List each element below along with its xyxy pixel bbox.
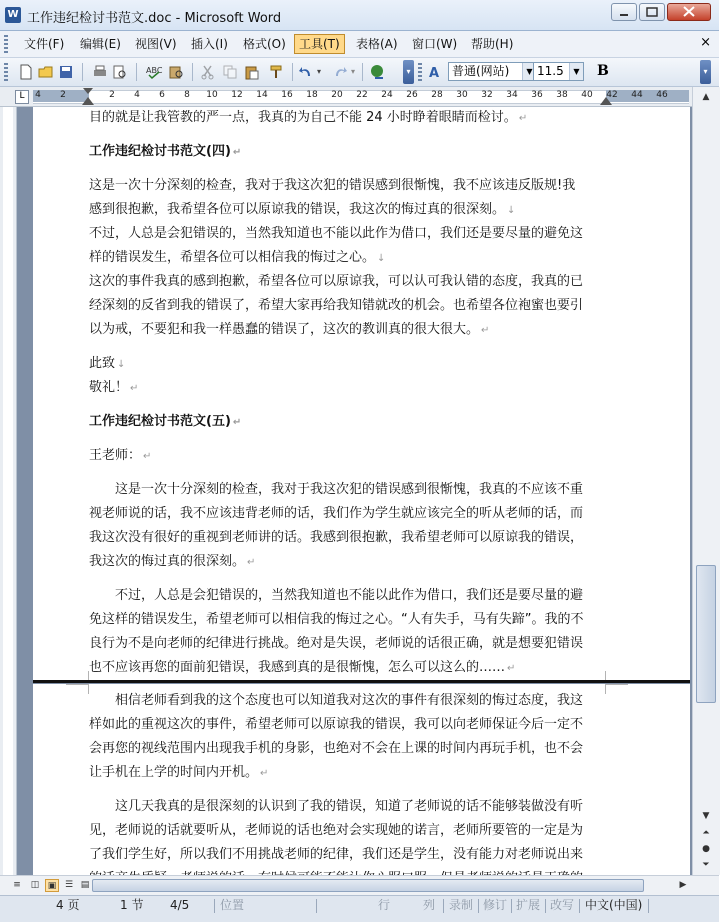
horizontal-scrollbar-thumb[interactable] <box>92 879 644 892</box>
status-pages-of: 4/5 <box>170 898 190 912</box>
ruler-number: 4 <box>134 90 140 100</box>
paragraph-mark-icon: ↵ <box>247 557 256 568</box>
menu-window[interactable]: 窗口(W) <box>412 37 458 51</box>
style-select-value: 普通(网站) <box>452 64 510 78</box>
line-text: 免这样的错误发生，希望老师可以相信我的悔过之心。“人有失手，马有失蹄”。我的不 <box>89 612 584 627</box>
line-text: 我这次的悔过真的很深刻。 <box>89 554 246 569</box>
paragraph-spacing <box>89 400 606 410</box>
menu-grip[interactable] <box>4 35 8 53</box>
menu-insert[interactable]: 插入(I) <box>191 37 228 51</box>
line-text: 视老师说的话，我不应该违背老师的话，我们作为学生就应该完全的听从老师的话，而 <box>89 506 584 521</box>
ruler-number: 38 <box>556 90 568 100</box>
ruler-number: 14 <box>256 90 268 100</box>
standard-toolbar <box>0 58 719 87</box>
minimize-icon <box>612 4 636 20</box>
copy-icon[interactable] <box>222 64 238 80</box>
text-line <box>89 106 606 130</box>
ruler-number: 16 <box>281 90 293 100</box>
scrollbar-thumb[interactable] <box>696 565 716 703</box>
line-text: 我这次没有很好的重视到老师讲的话。我感到很抱歉，我希望老师可以原谅我的错误， <box>89 530 584 545</box>
print-layout-view-icon[interactable]: ▣ <box>45 879 59 892</box>
line-text: 会再您的视线范围内出现我手机的身影，也绝对不会在上课的时间内再玩手机，也不会 <box>89 741 584 756</box>
paragraph-mark-icon: ↵ <box>232 147 242 158</box>
reading-layout-view-icon[interactable]: ▤ <box>80 880 90 890</box>
line-text: 经深刻的反省到我的错误了，希望大家再给我知错就改的机会。也希望各位袍蜜也要引 <box>89 298 584 313</box>
ruler-number: 2 <box>60 90 66 100</box>
ruler-number: 32 <box>481 90 493 100</box>
left-indent-marker[interactable] <box>82 97 94 105</box>
text-line <box>89 795 606 819</box>
hyperlink-icon[interactable] <box>370 64 386 80</box>
paragraph-spacing <box>89 785 606 795</box>
paste-icon[interactable] <box>244 64 260 80</box>
page-text[interactable] <box>89 689 606 891</box>
tab-selector[interactable]: L <box>15 90 29 104</box>
window-title: 工作违纪检讨书范文.doc - Microsoft Word <box>27 11 282 26</box>
text-line <box>89 584 606 608</box>
line-text: 这是一次十分深刻的检查，我对于我这次犯的错误感到很惭愧，我不应该违反版规!我 <box>89 178 576 193</box>
select-browse-object-icon[interactable]: ● <box>702 844 710 854</box>
horizontal-ruler[interactable] <box>0 87 719 107</box>
text-line <box>89 376 606 400</box>
toolbar-grip[interactable] <box>4 63 8 81</box>
line-text: 感到很抱歉，我希望各位可以原谅我的错误，我这次的悔过真的很深刻。 <box>89 202 506 217</box>
styles-formatting-icon[interactable] <box>428 64 444 80</box>
research-icon[interactable] <box>168 64 184 80</box>
ruler-number: 26 <box>406 90 418 100</box>
font-size-select[interactable] <box>533 62 584 81</box>
text-line <box>89 689 606 713</box>
line-text: 敬礼！ <box>89 380 129 395</box>
text-line <box>89 294 606 318</box>
menu-bar <box>0 31 719 58</box>
status-track-changes[interactable]: 修订 <box>483 898 508 912</box>
status-bar <box>0 895 719 922</box>
redo-icon[interactable] <box>332 64 348 80</box>
ruler-number: 24 <box>381 90 393 100</box>
line-text: 了我们学生好，所以我们不用挑战老师的纪律，我们还是学生，没有能力对老师说出来 <box>89 847 584 862</box>
save-icon[interactable] <box>58 64 74 80</box>
paragraph-mark-icon: ↵ <box>481 325 490 336</box>
horizontal-scrollbar[interactable] <box>0 875 719 895</box>
open-folder-icon[interactable] <box>38 64 54 80</box>
scroll-down-icon[interactable]: ▼ <box>702 811 710 821</box>
maximize-icon <box>640 4 664 20</box>
line-text: 这几天我真的是很深刻的认识到了我的错误，知道了老师说的话不能够装做没有听 <box>89 799 584 814</box>
status-extend[interactable]: 扩展 <box>516 898 541 912</box>
word-app-icon[interactable]: W <box>5 7 21 23</box>
line-text: 也不应该再您的面前犯错误，我感到真的是很惭愧，怎么可以这么的…… <box>89 660 506 675</box>
minimize-button[interactable] <box>611 3 637 21</box>
ruler-number: 42 <box>606 90 618 100</box>
ruler-number: 30 <box>456 90 468 100</box>
web-layout-view-icon[interactable]: ◫ <box>30 880 40 890</box>
status-record[interactable]: 录制 <box>449 898 474 912</box>
page-text[interactable] <box>89 106 606 680</box>
ruler-number: 18 <box>306 90 318 100</box>
vertical-scrollbar[interactable] <box>692 87 720 875</box>
line-text: 不过，人总是会犯错误的，当然我知道也不能以此作为借口，我们还是要尽量的避免这 <box>89 226 584 241</box>
first-line-indent-marker[interactable] <box>83 88 93 94</box>
text-line <box>89 444 606 468</box>
line-text: 样的错误发生，希望各位可以相信我的悔过之心。 <box>89 250 376 265</box>
print-preview-icon[interactable] <box>112 64 128 80</box>
paragraph-spacing <box>89 164 606 174</box>
status-position: 位置 <box>220 898 245 912</box>
text-line <box>89 713 606 737</box>
text-line <box>89 843 606 867</box>
ruler-number: 46 <box>656 90 668 100</box>
text-line <box>89 352 606 376</box>
ruler-number: 4 <box>35 90 41 100</box>
paragraph-mark-icon: ↵ <box>518 113 528 124</box>
ruler-number: 34 <box>506 90 518 100</box>
paragraph-spacing <box>89 434 606 444</box>
line-text: 王老师： <box>89 448 142 463</box>
scroll-right-icon[interactable]: ▶ <box>679 880 687 890</box>
status-row: 行 <box>378 898 391 912</box>
menu-help[interactable]: 帮助(H) <box>471 37 514 51</box>
text-line <box>89 526 606 550</box>
ruler-number: 36 <box>531 90 543 100</box>
text-line <box>89 198 606 222</box>
line-text: 不过，人总是会犯错误的，当然我知道也不能以此作为借口，我们还是要尽量的避 <box>89 588 584 603</box>
text-line <box>89 222 606 246</box>
text-line <box>89 246 606 270</box>
paragraph-mark-icon: ↓ <box>507 205 516 216</box>
menu-format[interactable]: 格式(O) <box>243 37 286 51</box>
right-indent-marker[interactable] <box>600 97 612 105</box>
text-line <box>89 478 606 502</box>
previous-page-icon[interactable]: ⏶ <box>702 828 710 838</box>
font-size-value: 11.5 <box>537 64 564 78</box>
normal-view-icon[interactable]: ≡ <box>13 880 21 890</box>
close-icon <box>668 4 710 20</box>
ruler-number: 22 <box>356 90 368 100</box>
line-text: 此致 <box>89 356 116 371</box>
paragraph-spacing <box>89 342 606 352</box>
section-heading <box>89 410 606 434</box>
page-separator <box>33 680 690 683</box>
status-overtype[interactable]: 改写 <box>550 898 575 912</box>
paragraph-mark-icon: ↵ <box>130 383 139 394</box>
line-text: 见，老师说的话就要听从，老师说的话也绝对会实现她的诺言，老师所要管的一定是为 <box>89 823 584 838</box>
title-bar <box>0 0 719 31</box>
outline-view-icon[interactable]: ☰ <box>64 880 74 890</box>
text-line <box>89 174 606 198</box>
menu-tools[interactable]: 工具(T) <box>294 34 345 54</box>
text-line <box>89 318 606 342</box>
line-text: 这次的事件我真的感到抱歉，希望各位可以原谅我，可以认可我认错的态度，我真的已 <box>89 274 584 289</box>
ruler-number: 20 <box>331 90 343 100</box>
paragraph-mark-icon: ↓ <box>377 253 386 264</box>
toolbar-options-icon[interactable]: ▾ <box>403 60 414 84</box>
document-area[interactable] <box>0 107 692 875</box>
text-line <box>89 270 606 294</box>
menu-table[interactable]: 表格(A) <box>356 37 398 51</box>
line-text: 工作违纪检讨书范文(五) <box>89 414 231 429</box>
section-heading <box>89 140 606 164</box>
text-line <box>89 737 606 761</box>
print-icon[interactable] <box>92 64 108 80</box>
svg-text:ABC: ABC <box>146 66 163 75</box>
menu-file[interactable]: 文件(F) <box>24 37 65 51</box>
paragraph-mark-icon: ↵ <box>507 663 516 674</box>
paragraph-mark-icon: ↓ <box>117 359 126 370</box>
text-line <box>89 502 606 526</box>
scroll-up-icon[interactable]: ▲ <box>702 92 710 102</box>
line-text: 这是一次十分深刻的检查，我对于我这次犯的错误感到很惭愧，我真的不应该不重 <box>89 482 584 497</box>
paragraph-mark-icon: ↵ <box>232 417 242 428</box>
spelling-icon[interactable] <box>146 64 162 80</box>
text-line <box>89 819 606 843</box>
style-select[interactable] <box>448 62 537 81</box>
next-page-icon[interactable]: ⏷ <box>702 860 710 870</box>
menu-view[interactable]: 视图(V) <box>135 37 177 51</box>
ruler-number: 8 <box>184 90 190 100</box>
chevron-down-icon[interactable]: ▼ <box>522 63 536 80</box>
ruler-number: 2 <box>109 90 115 100</box>
paragraph-spacing <box>89 468 606 478</box>
ruler-number: 12 <box>231 90 243 100</box>
menu-edit[interactable]: 编辑(E) <box>80 37 121 51</box>
document-close-icon[interactable]: × <box>700 35 711 50</box>
paragraph-spacing <box>89 574 606 584</box>
cut-icon[interactable] <box>200 64 216 80</box>
maximize-button[interactable] <box>639 3 665 21</box>
redo-dropdown-icon[interactable]: ▾ <box>351 67 356 76</box>
status-column: 列 <box>423 898 436 912</box>
ruler-number: 40 <box>581 90 593 100</box>
text-line <box>89 632 606 656</box>
svg-text:A: A <box>429 66 440 81</box>
toolbar-options-icon[interactable]: ▾ <box>700 60 711 84</box>
line-text: 样如此的重视这次的事件，希望老师可以原谅我的错误，我可以向老师保证今后一定不 <box>89 717 584 732</box>
line-text: 以为戒，不要犯和我一样愚蠢的错误了，这次的教训真的很大很大。 <box>89 322 480 337</box>
line-text: 相信老师看到我的这个态度也可以知道我对这次的事件有很深刻的悔过态度，我这 <box>89 693 584 708</box>
close-button[interactable] <box>667 3 711 21</box>
text-line <box>89 608 606 632</box>
status-language[interactable]: 中文(中国) <box>585 898 643 912</box>
ruler-number: 10 <box>206 90 218 100</box>
ruler-number: 28 <box>431 90 443 100</box>
line-text: 让手机在上学的时间内开机。 <box>89 765 259 780</box>
paragraph-spacing <box>89 130 606 140</box>
formatting-toolbar-grip[interactable] <box>418 63 422 81</box>
new-document-icon[interactable] <box>18 64 34 80</box>
text-line <box>89 550 606 574</box>
status-section: 1 节 <box>120 898 144 912</box>
vertical-ruler[interactable] <box>0 107 17 875</box>
document-page[interactable] <box>33 107 690 680</box>
bold-button[interactable]: B <box>597 63 609 79</box>
status-page: 4 页 <box>56 898 80 912</box>
text-line <box>89 656 606 680</box>
ruler-number: 44 <box>631 90 643 100</box>
ruler-number: 6 <box>159 90 165 100</box>
document-page[interactable] <box>33 684 690 875</box>
undo-dropdown-icon[interactable]: ▾ <box>317 67 322 76</box>
format-painter-icon[interactable] <box>268 64 284 80</box>
line-text: 目的就是让我管教的严一点，我真的为自己不能 24 小时睁着眼睛而检讨。 <box>89 110 517 125</box>
line-text: 良行为不是向老师的纪律进行挑战。绝对是失误，老师说的话很正确，就是想要犯错误 <box>89 636 584 651</box>
paragraph-mark-icon: ↵ <box>143 451 152 462</box>
text-line <box>89 761 606 785</box>
undo-icon[interactable] <box>298 64 314 80</box>
line-text: 工作违纪检讨书范文(四) <box>89 144 231 159</box>
chevron-down-icon[interactable]: ▼ <box>569 63 583 80</box>
paragraph-mark-icon: ↵ <box>260 768 269 779</box>
